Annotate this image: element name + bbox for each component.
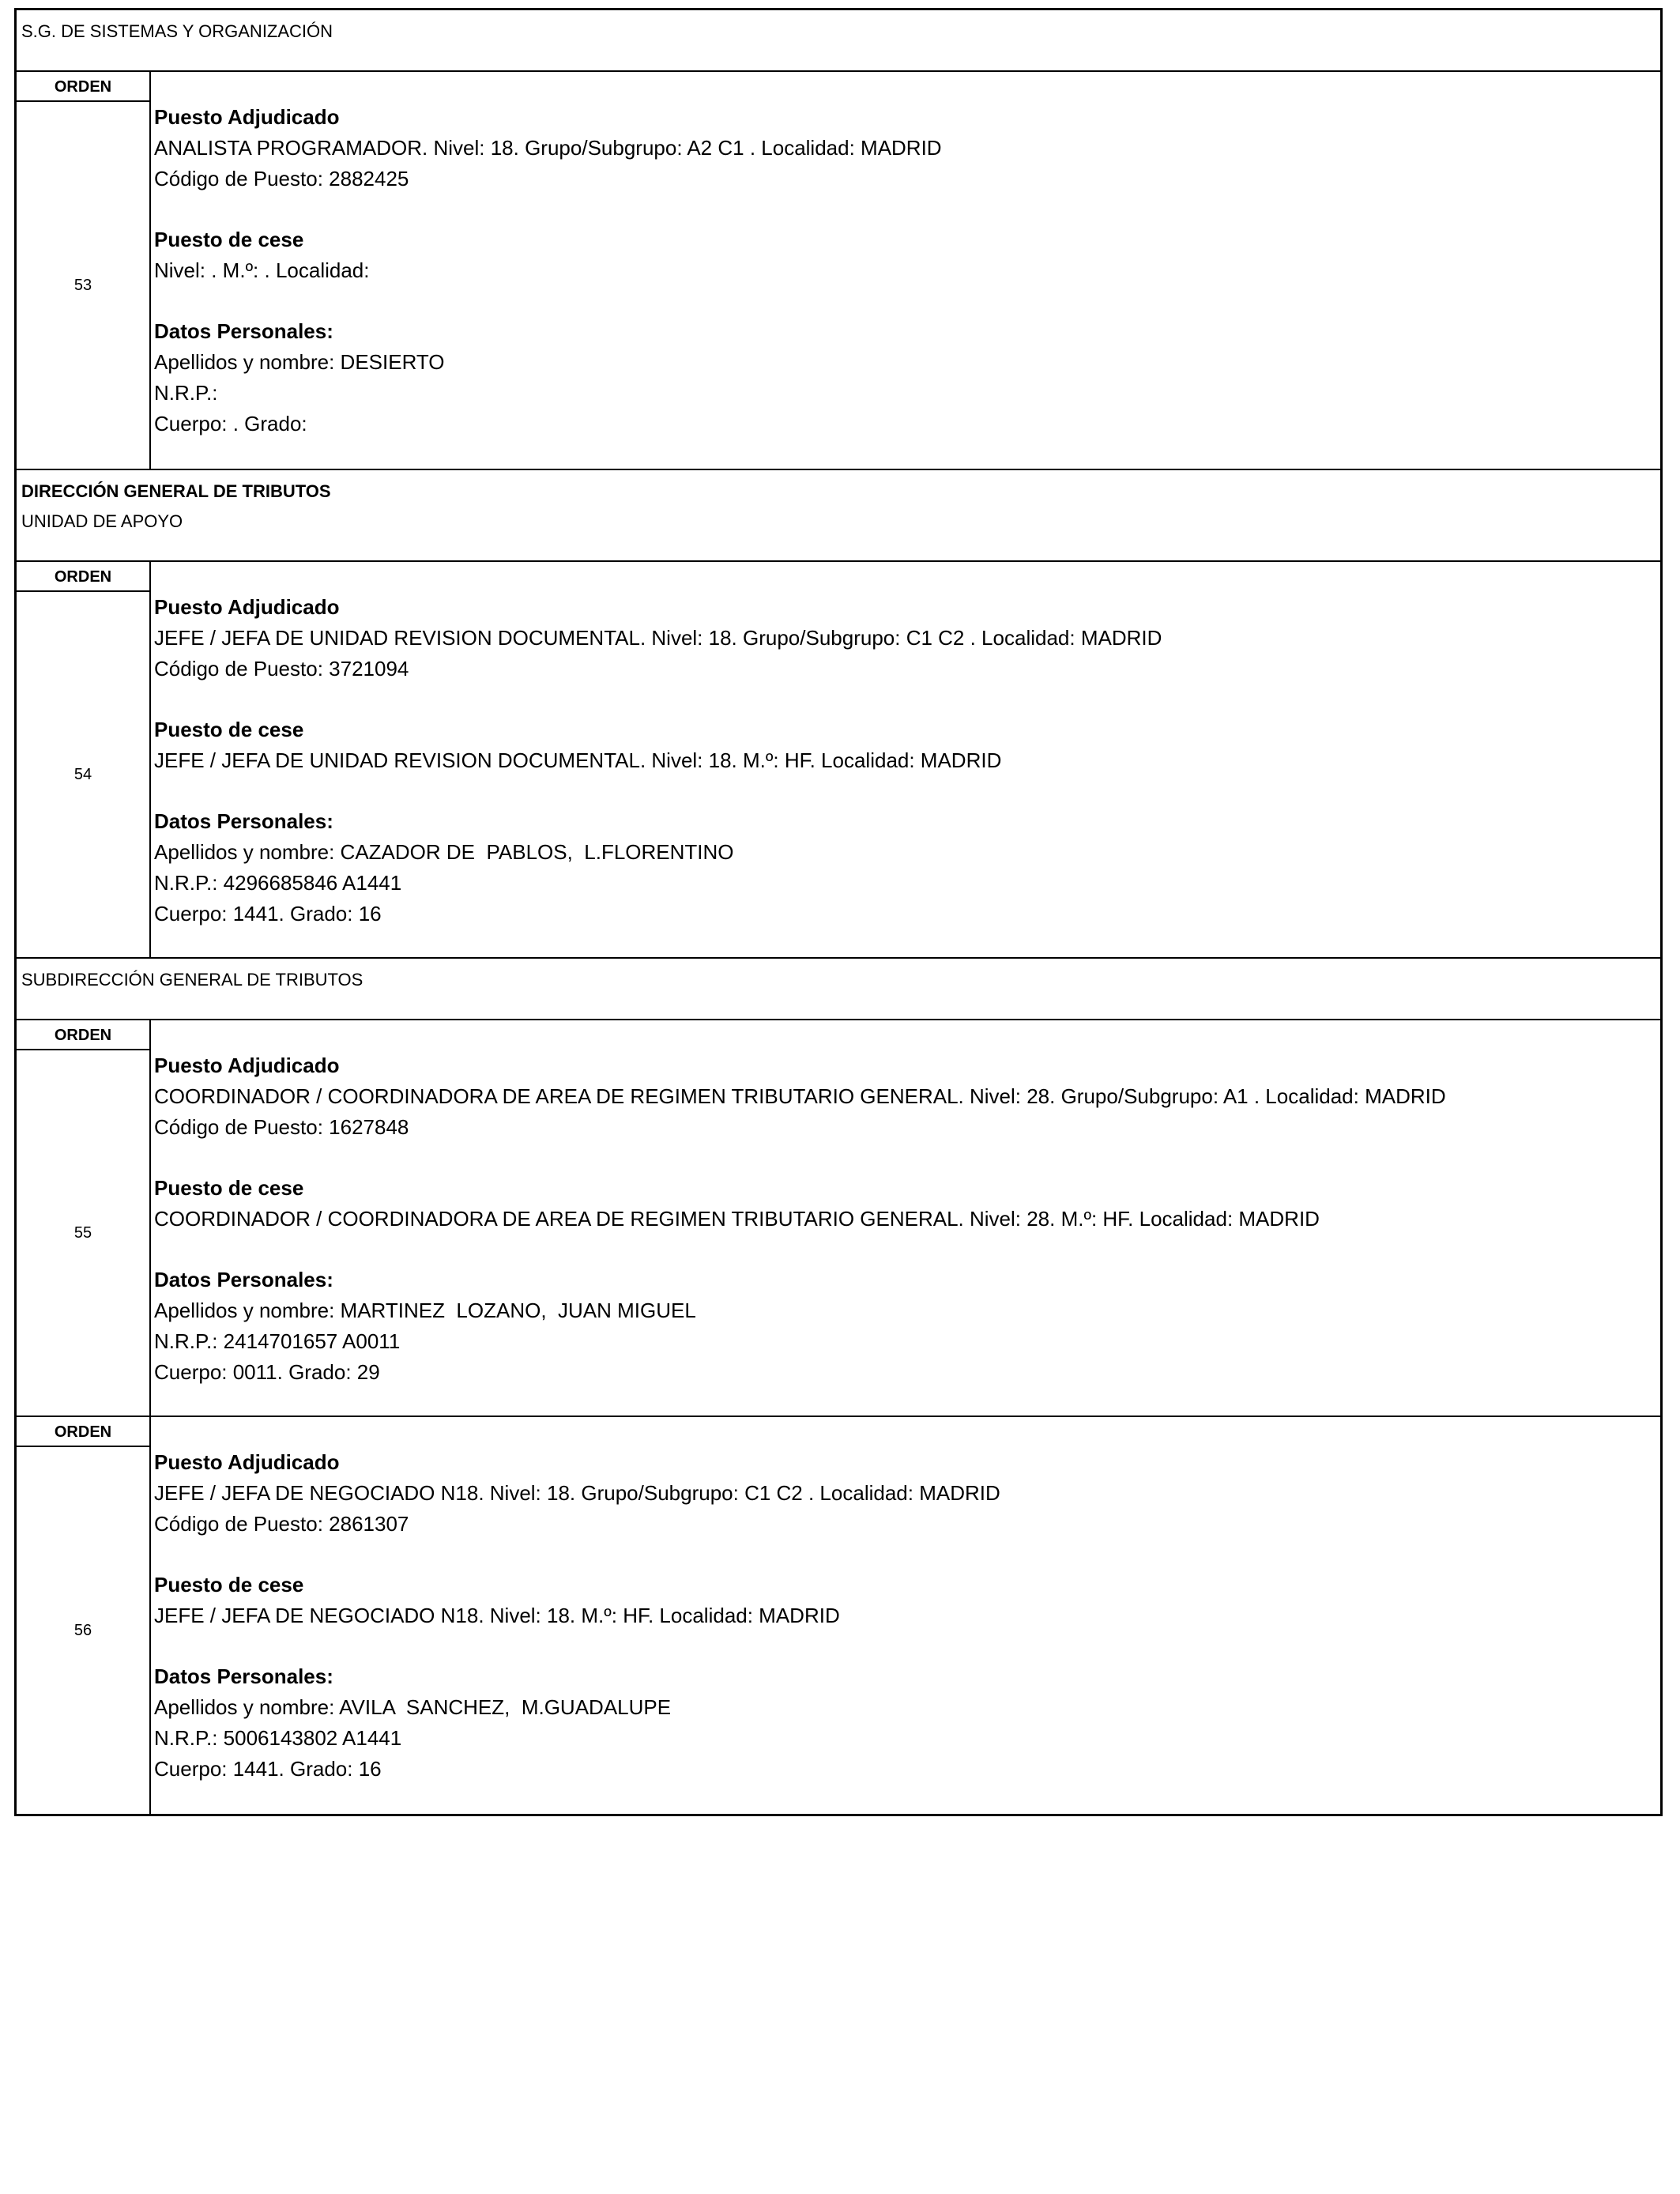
puesto-cese-heading: Puesto de cese: [154, 1573, 304, 1596]
table-row: [17, 562, 1660, 959]
puesto-adjudicado-heading: Puesto Adjudicado: [154, 105, 340, 129]
puesto-adjudicado-text: JEFE / JEFA DE UNIDAD REVISION DOCUMENTAL. Nivel: 18. Grupo/Subgrupo: C1 C2 . Localidad: MADRID: [154, 626, 1162, 650]
puesto-cese-text: COORDINADOR / COORDINADORA DE AREA DE REGIMEN TRIBUTARIO GENERAL. Nivel: 28. M.º: HF. Localidad: MADRID: [154, 1207, 1320, 1231]
apellidos-nombre: Apellidos y nombre: MARTINEZ LOZANO, JUAN MIGUEL: [154, 1299, 696, 1322]
orden-column: [17, 72, 151, 469]
entry-details: [151, 1020, 1660, 1416]
apellidos-nombre: Apellidos y nombre: AVILA SANCHEZ, M.GUADALUPE: [154, 1695, 672, 1719]
datos-personales-heading: Datos Personales:: [154, 1268, 333, 1291]
datos-personales-heading: Datos Personales:: [154, 1664, 333, 1688]
cuerpo-grado: Cuerpo: . Grado:: [154, 412, 307, 435]
table-row: [17, 72, 1660, 470]
nrp: N.R.P.: 2414701657 A0011: [154, 1329, 401, 1353]
orden-header: ORDEN: [17, 72, 149, 102]
orden-number: 55: [73, 1223, 92, 1242]
puesto-cese-heading: Puesto de cese: [154, 228, 304, 251]
apellidos-nombre: Apellidos y nombre: DESIERTO: [154, 350, 445, 374]
orden-header: ORDEN: [17, 1417, 149, 1447]
orden-number: 54: [73, 765, 92, 783]
codigo-puesto: Código de Puesto: 3721094: [154, 657, 409, 680]
orden-header: ORDEN: [17, 562, 149, 592]
codigo-puesto: Código de Puesto: 2861307: [154, 1512, 409, 1536]
table-row: [17, 1417, 1660, 1814]
datos-personales-heading: Datos Personales:: [154, 319, 333, 343]
resolution-table: [14, 8, 1663, 1816]
section-title: S.G. DE SISTEMAS Y ORGANIZACIÓN: [21, 21, 333, 41]
cuerpo-grado: Cuerpo: 1441. Grado: 16: [154, 1757, 382, 1781]
datos-personales-heading: Datos Personales:: [154, 809, 333, 833]
section-subtitle: UNIDAD DE APOYO: [21, 511, 183, 531]
nrp: N.R.P.: 5006143802 A1441: [154, 1726, 402, 1750]
codigo-puesto: Código de Puesto: 1627848: [154, 1115, 409, 1139]
orden-number: 56: [73, 1621, 92, 1639]
codigo-puesto: Código de Puesto: 2882425: [154, 167, 409, 190]
puesto-adjudicado-heading: Puesto Adjudicado: [154, 1054, 340, 1077]
table-row: [17, 1020, 1660, 1417]
puesto-adjudicado-text: COORDINADOR / COORDINADORA DE AREA DE REGIMEN TRIBUTARIO GENERAL. Nivel: 28. Grupo/Subgrupo: A1 . Localidad: MADRID: [154, 1084, 1446, 1108]
section-title: SUBDIRECCIÓN GENERAL DE TRIBUTOS: [21, 970, 363, 990]
puesto-cese-text: Nivel: . M.º: . Localidad:: [154, 258, 370, 282]
nrp: N.R.P.:: [154, 381, 218, 405]
orden-header: ORDEN: [17, 1020, 149, 1050]
puesto-cese-heading: Puesto de cese: [154, 718, 304, 741]
puesto-cese-text: JEFE / JEFA DE UNIDAD REVISION DOCUMENTAL. Nivel: 18. M.º: HF. Localidad: MADRID: [154, 748, 1002, 772]
section-title: DIRECCIÓN GENERAL DE TRIBUTOS: [21, 481, 331, 501]
puesto-adjudicado-text: JEFE / JEFA DE NEGOCIADO N18. Nivel: 18. Grupo/Subgrupo: C1 C2 . Localidad: MADRID: [154, 1481, 1000, 1505]
apellidos-nombre: Apellidos y nombre: CAZADOR DE PABLOS, L.FLORENTINO: [154, 840, 734, 864]
orden-column: [17, 562, 151, 957]
orden-column: [17, 1020, 151, 1416]
orden-number: 53: [73, 276, 92, 294]
puesto-cese-text: JEFE / JEFA DE NEGOCIADO N18. Nivel: 18. M.º: HF. Localidad: MADRID: [154, 1604, 840, 1627]
nrp: N.R.P.: 4296685846 A1441: [154, 871, 402, 895]
entry-details: [151, 72, 1660, 469]
puesto-adjudicado-heading: Puesto Adjudicado: [154, 595, 340, 619]
puesto-adjudicado-text: ANALISTA PROGRAMADOR. Nivel: 18. Grupo/Subgrupo: A2 C1 . Localidad: MADRID: [154, 136, 942, 160]
orden-column: [17, 1417, 151, 1814]
section-header: [17, 10, 1660, 72]
puesto-cese-heading: Puesto de cese: [154, 1176, 304, 1200]
entry-details: [151, 1417, 1660, 1814]
puesto-adjudicado-heading: Puesto Adjudicado: [154, 1450, 340, 1474]
cuerpo-grado: Cuerpo: 0011. Grado: 29: [154, 1360, 380, 1384]
section-header: [17, 470, 1660, 562]
cuerpo-grado: Cuerpo: 1441. Grado: 16: [154, 902, 382, 925]
section-header: [17, 959, 1660, 1020]
entry-details: [151, 562, 1660, 957]
